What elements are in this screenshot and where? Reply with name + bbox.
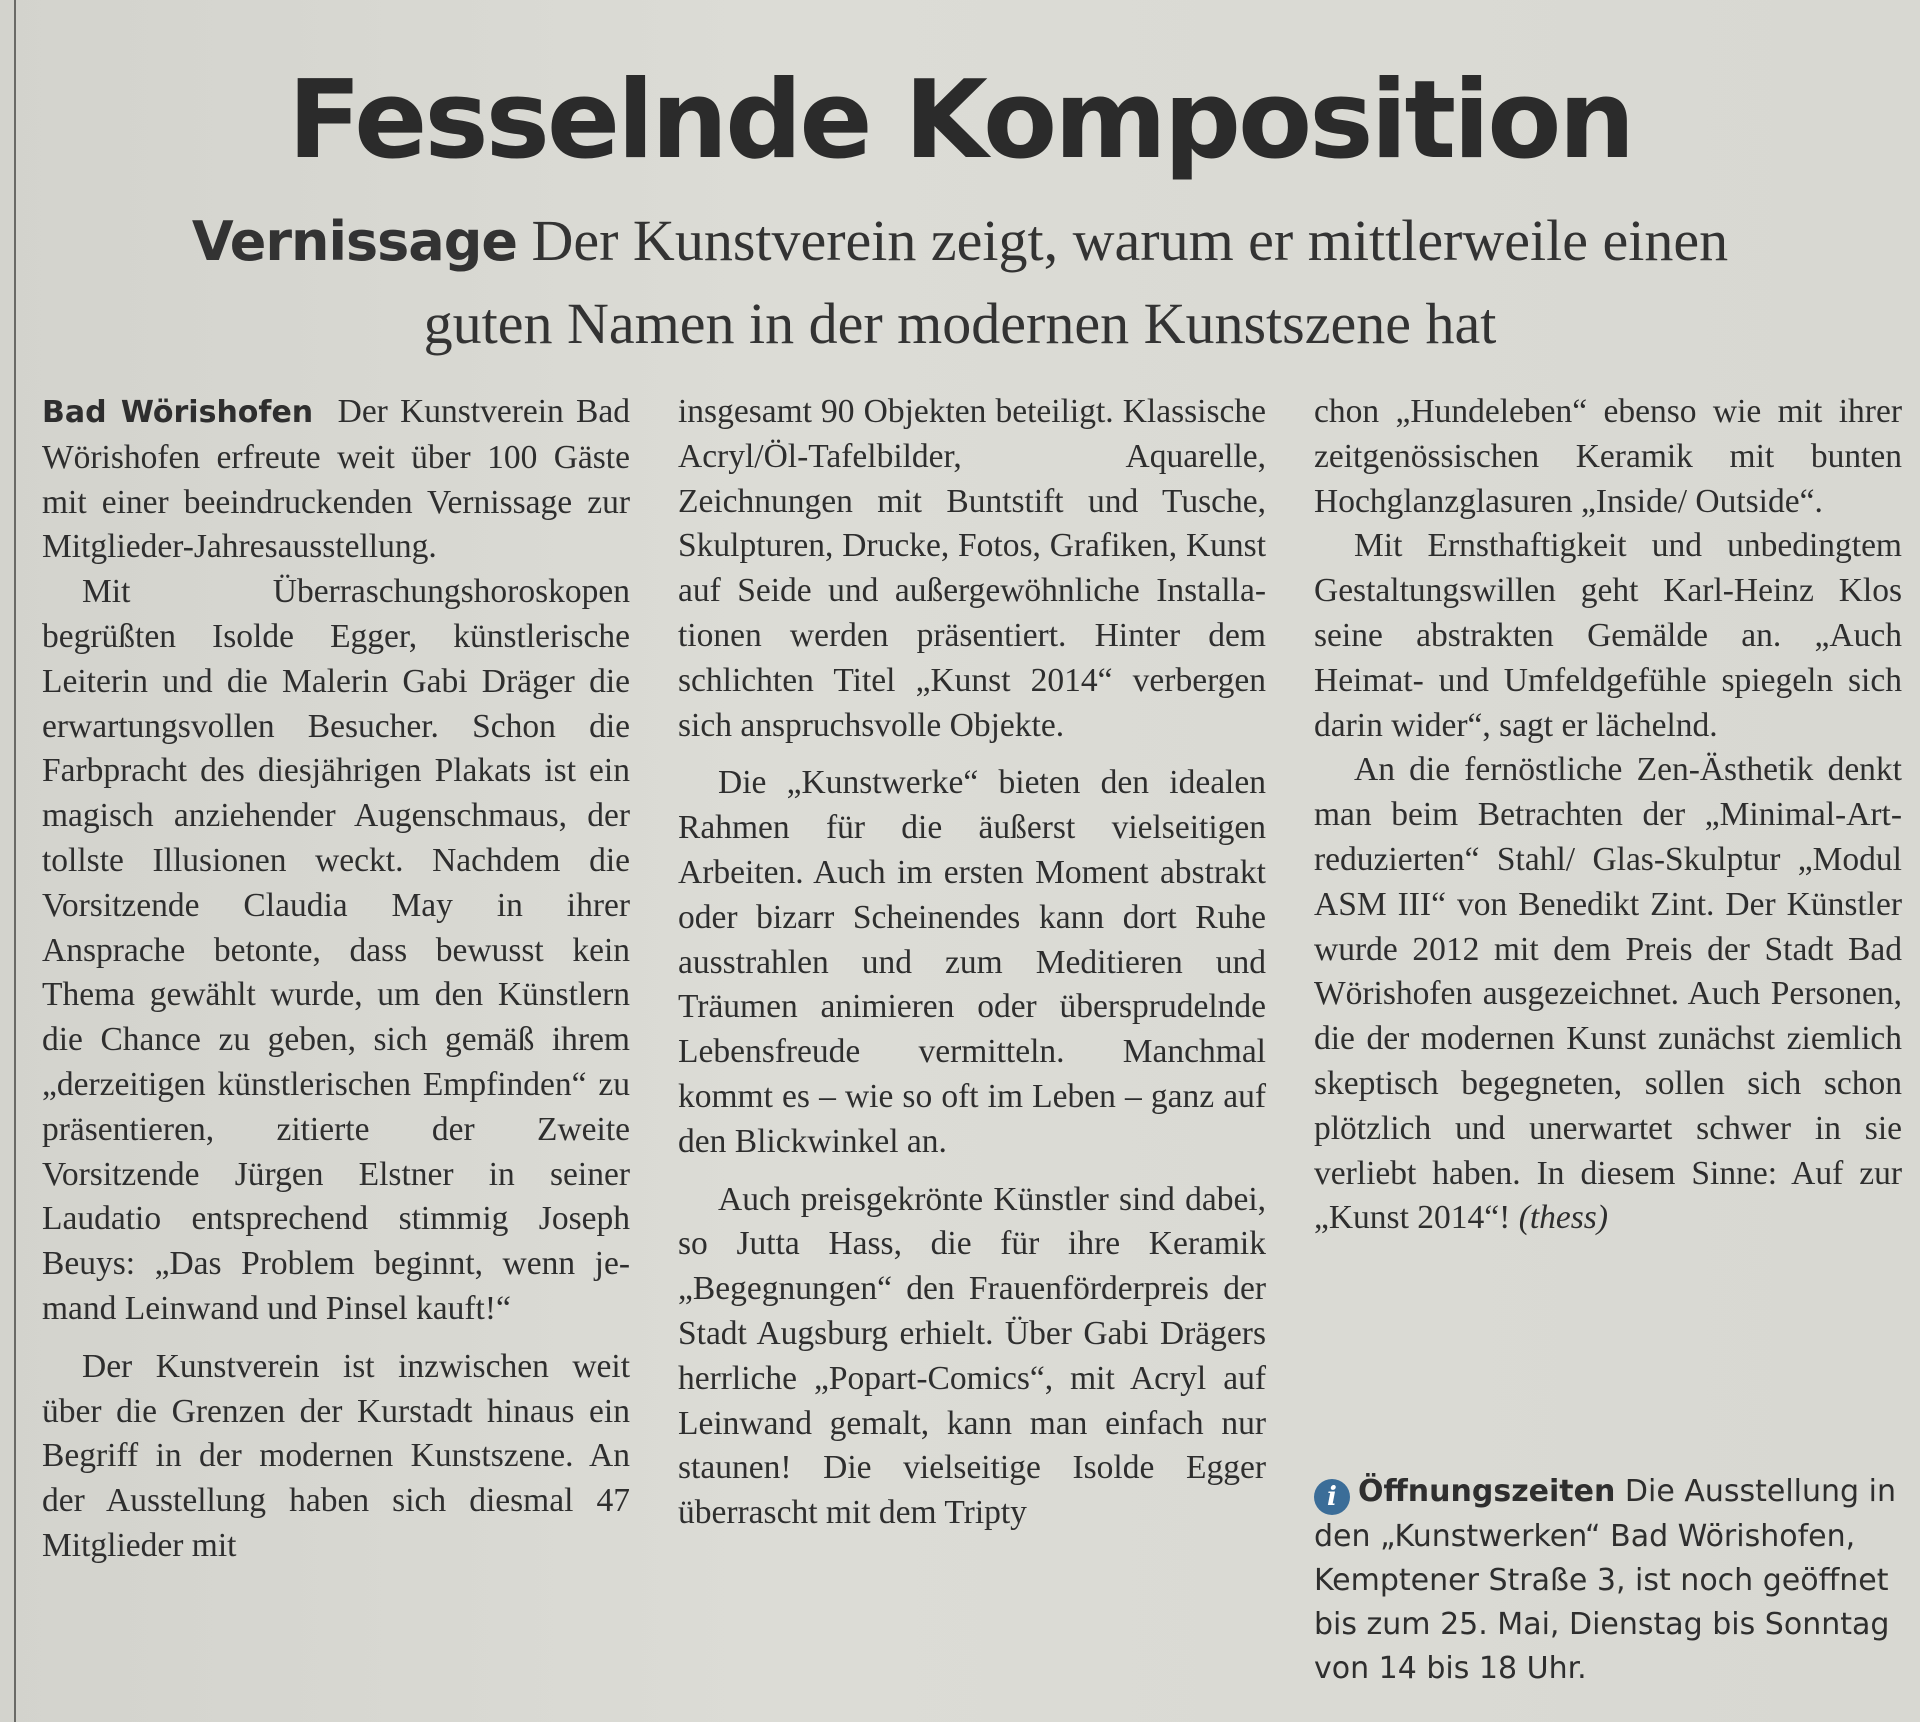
paragraph-text: Der Kunstverein Bad Wörishofen erfreute weit über 100 Gäste mit einer beeindruckenden Vernissage zur Mitglieder-Jahresausstellung.: [42, 393, 630, 566]
paragraph: Auch preisgekrönte Künstler sind dabei, so Jutta Hass, die für ihre Keramik „Begegnungen“ den Frauenförderpreis der Stadt Augsburg erhielt. Über Gabi Drägers herrliche „Popart-Comics“, mit Acryl auf Leinwand gemalt, kann man einfach nur staunen! Die vielseitige Isolde Egger überrascht mit dem Tripty: [678, 1180, 1266, 1532]
paragraph-text: An die fernöstliche Zen-Ästhetik denkt man beim Betrachten der „Minimal-Art-reduzierten“ Stahl/ Glas-Skulptur „Modul ASM III“ von Benedikt Zint. Der Künstler wurde 2012 mit dem Preis der Stadt Bad Wörishofen ausgezeichnet. Auch Personen, die der modernen Kunst zunächst ziemlich skeptisch begegneten, sollen sich schon plötzlich und unerwartet schwer in sie verliebt haben. In diesem Sinne: Auf zur „Kunst 2014“!: [1314, 751, 1902, 1237]
info-text: Die Ausstellung in den „Kunstwerken“ Bad Wörishofen, Kemptener Straße 3, ist noch geöffnet bis zum 25. Mai, Dienstag bis Sonntag von 14 bis 18 Uhr.: [1314, 1474, 1896, 1686]
column-1: [42, 390, 630, 1569]
subhead-kicker: Vernissage: [191, 210, 517, 273]
headline: Fesselnde Komposition: [287, 58, 1633, 183]
paragraph: [1314, 748, 1902, 1241]
column-2: [678, 390, 1266, 1536]
subhead-text: Der Kunstverein zeigt, warum er mittlerweile einen guten Namen in der modernen Kunstszene hat: [423, 208, 1729, 356]
paragraph: insgesamt 90 Objekten beteiligt. Klassische Acryl/Öl-Tafelbilder, Aquarelle, Zeichnungen mit Buntstift und Tusche, Skulpturen, Drucke, Fotos, Grafiken, Kunst auf Seide und außergewöhnliche Installationen werden präsentiert. Hinter dem schlichten Titel „Kunst 2014“ verbergen sich anspruchsvolle Objekte.: [678, 393, 1266, 744]
paragraph: Mit Ernsthaftigkeit und unbedingtem Gestaltungswillen geht Karl-Heinz Klos seine abstrakten Gemälde an. „Auch Heimat- und Umfeldgefühle spiegeln sich darin wider“, sagt er lächelnd.: [1314, 527, 1902, 744]
paragraph: Die „Kunstwerke“ bieten den idealen Rahmen für die äußerst vielseitigen Arbeiten. Auch im ersten Moment abstrakt oder bizarr Scheinendes kann dort Ruhe ausstrahlen und zum Meditieren und Träumen animieren oder übersprudelnde Lebensfreude vermitteln. Manchmal kommt es – wie so oft im Leben – ganz auf den Blickwinkel an.: [678, 764, 1266, 1160]
info-box: [1314, 1470, 1902, 1691]
column-3: [1314, 390, 1902, 1241]
info-title: Öffnungszeiten: [1358, 1474, 1616, 1509]
paragraph: chon „Hundeleben“ ebenso wie mit ihrer zeitgenössischen Keramik mit bunten Hochglanzglasuren „Inside/ Outside“.: [1314, 393, 1902, 520]
dateline: Bad Wörishofen: [42, 395, 314, 430]
paragraph: Mit Überraschungshoroskopen begrüßten Isolde Egger, künstlerische Leiterin und die Malerin Gabi Dräger die erwartungsvollen Besucher. Schon die Farbpracht des diesjährigen Plakats ist ein magisch anziehender Augenschmaus, der tollste Illusionen weckt. Nachdem die Vorsitzende Claudia May in ihrer Ansprache betonte, dass bewusst kein Thema gewählt wurde, um den Künstlern die Chance zu geben, sich gemäß ihrem „derzeitigen künstlerischen Empfinden“ zu präsentieren, zitierte der Zweite Vorsitzende Jürgen Elstner in seiner Laudatio entsprechend stimmig Joseph Beuys: „Das Problem beginnt, wenn jemand Leinwand und Pinsel kauft!“: [42, 573, 630, 1327]
subheadline: [160, 200, 1760, 365]
paragraph: Der Kunstverein ist inzwischen weit über die Grenzen der Kurstadt hinaus ein Begriff in der modernen Kunstszene. An der Ausstellung haben sich diesmal 47 Mitglieder mit: [42, 1347, 630, 1564]
paragraph: [42, 390, 630, 570]
info-icon: i: [1314, 1479, 1350, 1515]
author-tag: (thess): [1518, 1199, 1608, 1237]
